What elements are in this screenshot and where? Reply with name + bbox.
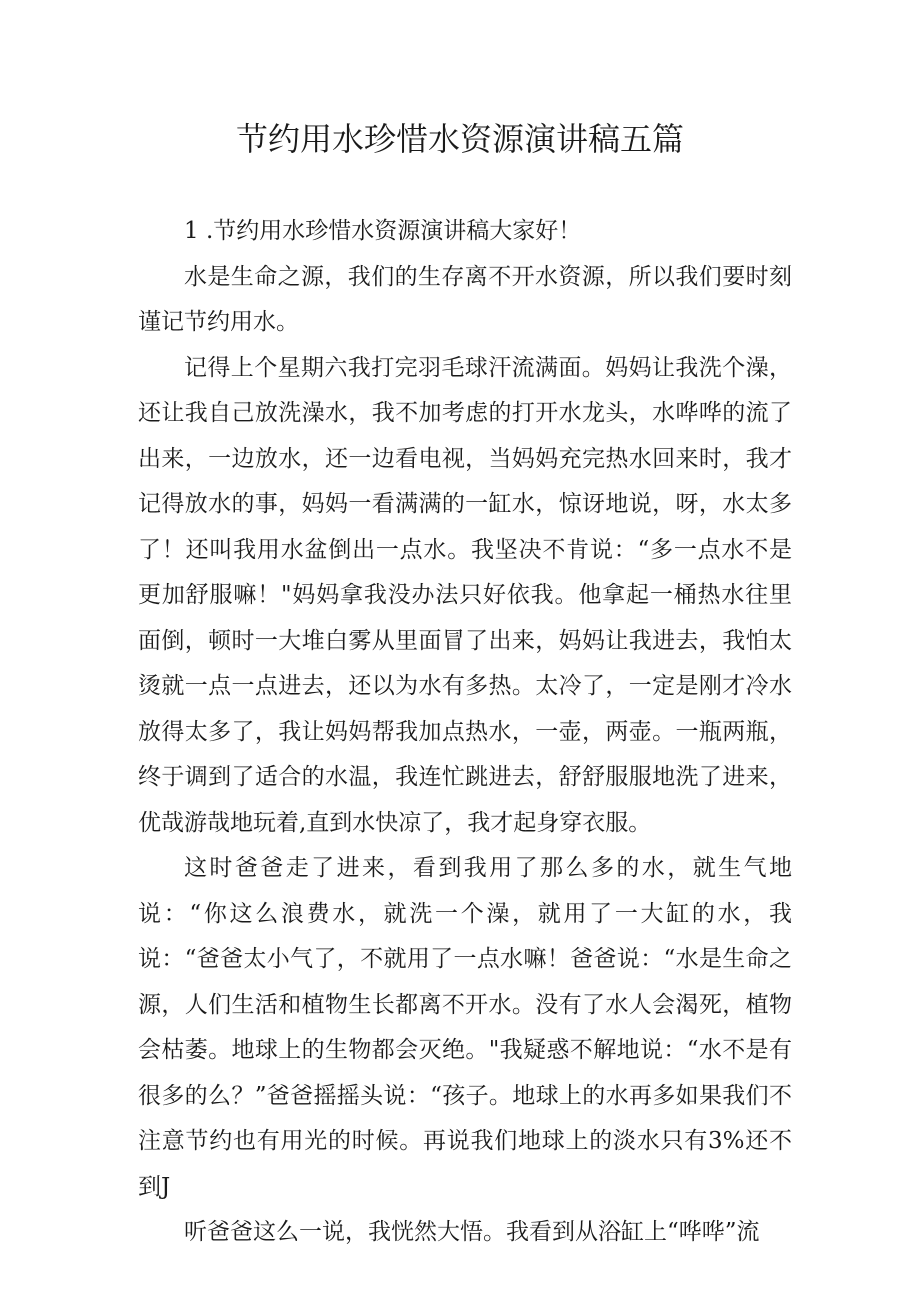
paragraph-1: 1 .节约用水珍惜水资源演讲稿大家好！ <box>184 218 582 244</box>
paragraph-2: 水是生命之源，我们的生存离不开水资源，所以我们要时刻谨记节约用水。 <box>138 263 792 335</box>
paragraph-3: 记得上个星期六我打完羽毛球汗流满面。妈妈让我洗个澡，还让我自己放洗澡水，我不加考虑的打开水龙头，水哗哗的流了出来，一边放水，还一边看电视，当妈妈充完热水回来时，我才记得放水的事，妈妈一看满满的一缸水，惊讶地说，呀，水太多了！还叫我用水盆倒出一点水。我坚决不肯说：“多一点水不是更加舒服嘛！"妈妈拿我没办法只好依我。他拿起一桶热水往里面倒，顿时一大堆白雾从里面冒了出来，妈妈让我进去，我怕太烫就一点一点进去，还以为水有多热。太冷了，一定是刚才冷水放得太多了，我让妈妈帮我加点热水，一壶，两壶。一瓶两瓶，终于调到了适合的水温，我连忙跳进去，舒舒服服地洗了进来，优哉游哉地玩着,直到水快凉了，我才起身穿衣服。 <box>138 354 792 836</box>
paragraph-5: 听爸爸这么一说，我恍然大悟。我看到从浴缸上“哗哗”流 <box>184 1219 760 1245</box>
document-body <box>138 209 792 1256</box>
paragraph-4: 这时爸爸走了进来，看到我用了那么多的水，就生气地说：“你这么浪费水，就洗一个澡，就用了一大缸的水，我说：“爸爸太小气了，不就用了一点水嘛！爸爸说：“水是生命之源，人们生活和植物生长都离不开水。没有了水人会渴死，植物会枯萎。地球上的生物都会灭绝。"我疑惑不解地说：“水不是有很多的么？”爸爸摇摇头说：“孩子。地球上的水再多如果我们不注意节约也有用光的时候。再说我们地球上的淡水只有3%还不到J <box>138 855 792 1200</box>
document-title: 节约用水珍惜水资源演讲稿五篇 <box>235 120 684 158</box>
